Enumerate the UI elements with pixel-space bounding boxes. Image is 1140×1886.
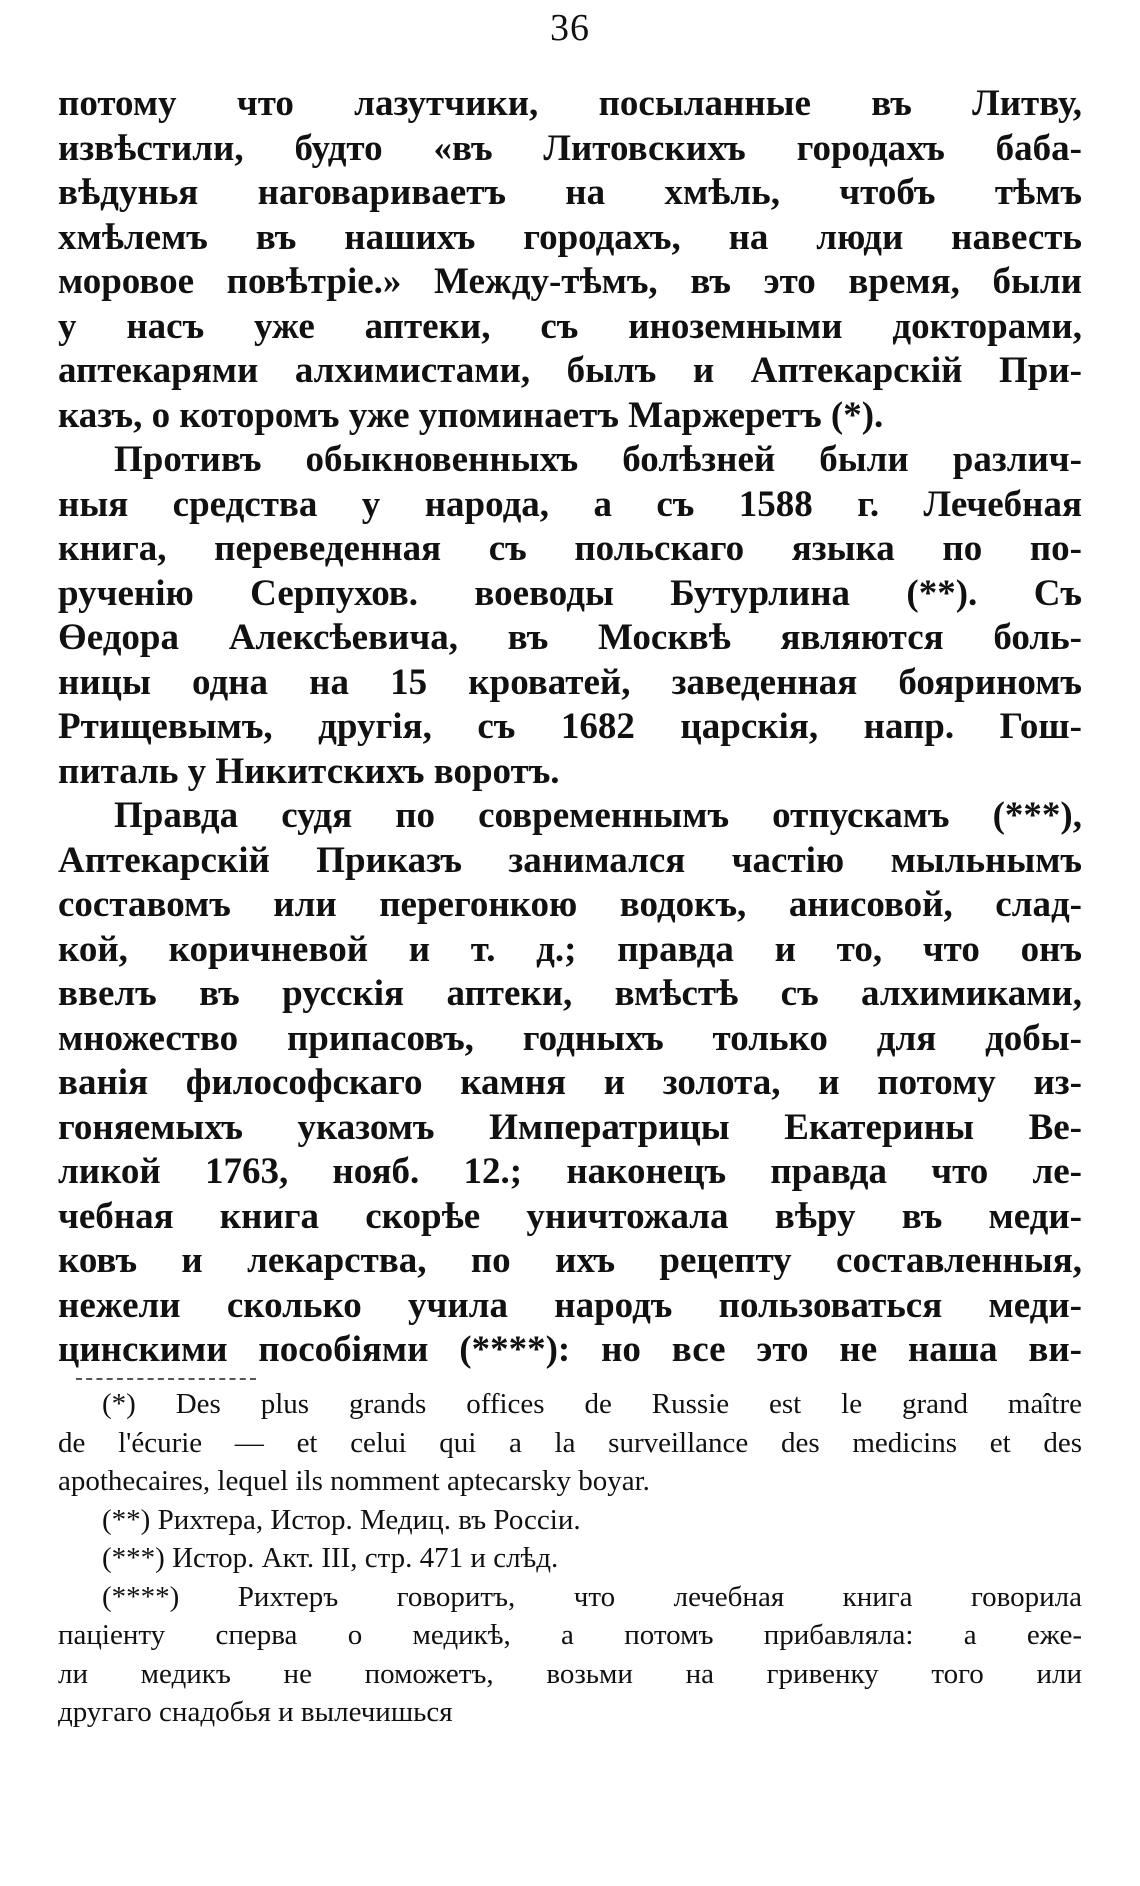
text-line: у насъ уже аптеки, съ иноземными докторами, [58,305,1082,347]
page-number: 36 [550,7,590,49]
text-line: нежели сколько учила народъ пользоваться меди- [58,1284,1082,1326]
text-line: Правда судя по современнымъ отпускамъ (***), [114,795,1082,836]
text-line: потому что лазутчики, посыланные въ Литву, [58,83,1082,124]
text-line: цинскими пособіями (****): но все это не наша ви- [58,1329,1082,1370]
text-line: Аптекарскій Приказъ занимался частію мыльнымъ [58,839,1082,881]
footnote-line: (***) Истор. Акт. III, стр. 471 и слѣд. [102,1542,559,1574]
text-line: вѣдунья наговариваетъ на хмѣль, чтобъ тѣмъ [58,172,1082,213]
text-line: чебная книга скорѣе уничтожала вѣру въ меди- [58,1195,1082,1237]
text-line: множество припасовъ, годныхъ только для добы- [58,1017,1082,1059]
text-line: рученію Серпухов. воеводы Бутурлина (**). Съ [58,572,1082,614]
text-line: питаль у Никитскихъ воротъ. [58,750,560,792]
text-line: ницы одна на 15 кроватей, заведенная бояриномъ [58,661,1082,703]
text-line: книга, переведенная съ польскаго языка по по- [58,528,1082,569]
footnotes [58,1385,1082,1732]
text-line: ликой 1763, нояб. 12.; наконецъ правда что ле- [58,1151,1082,1192]
text-line: ковъ и лекарства, по ихъ рецепту составленныя, [58,1240,1082,1281]
footnote-line: ли медикъ не поможетъ, возьми на гривенку того или [58,1657,1082,1690]
text-line: ввелъ въ русскія аптеки, вмѣстѣ съ алхимиками, [58,973,1082,1014]
text-line: Противъ обыкновенныхъ болѣзней были различ- [114,439,1082,480]
book-page [58,0,1082,1886]
text-line: казъ, о которомъ уже упоминаетъ Маржеретъ (*). [58,394,884,436]
footnote-line: de l'écurie — et celui qui a la surveillance des medicins et des [58,1426,1082,1459]
text-line: извѣстили, будто «въ Литовскихъ городахъ баба- [58,127,1082,169]
footnote-line: (**) Рихтера, Истор. Медиц. въ Россіи. [102,1503,581,1536]
text-line: ванія философскаго камня и золота, и потому из- [58,1062,1082,1103]
text-line: гоняемыхъ указомъ Императрицы Екатерины Ве- [58,1106,1082,1148]
footnote-line: (*) Des plus grands offices de Russie est le grand maître [102,1388,1082,1420]
text-line: Өедора Алексѣевича, въ Москвѣ являются боль- [58,617,1082,658]
text-line: Ртищевымъ, другія, съ 1682 царскія, напр. Гош- [58,706,1082,747]
footnote-line: (****) Рихтеръ говоритъ, что лечебная книга говорила [102,1580,1082,1613]
text-line: ныя средства у народа, а съ 1588 г. Лечебная [58,483,1082,525]
footnote-line: другаго снадобья и вылечишься [58,1696,453,1728]
text-line: хмѣлемъ въ нашихъ городахъ, на люди навесть [58,216,1082,258]
text-line: кой, коричневой и т. д.; правда и то, что онъ [58,928,1082,970]
footnote-separator [76,1378,256,1380]
main-text [58,82,1082,1373]
footnote-line: apothecaires, lequel ils nomment aptecarsky boyar. [58,1465,650,1497]
text-line: моровое повѣтріе.» Между-тѣмъ, въ это время, были [58,261,1082,302]
text-line: составомъ или перегонкою водокъ, анисовой, слад- [58,884,1082,925]
footnote-line: паціенту сперва о медикѣ, а потомъ прибавляла: а еже- [58,1619,1082,1651]
text-line: аптекарями алхимистами, былъ и Аптекарскій При- [58,350,1082,391]
